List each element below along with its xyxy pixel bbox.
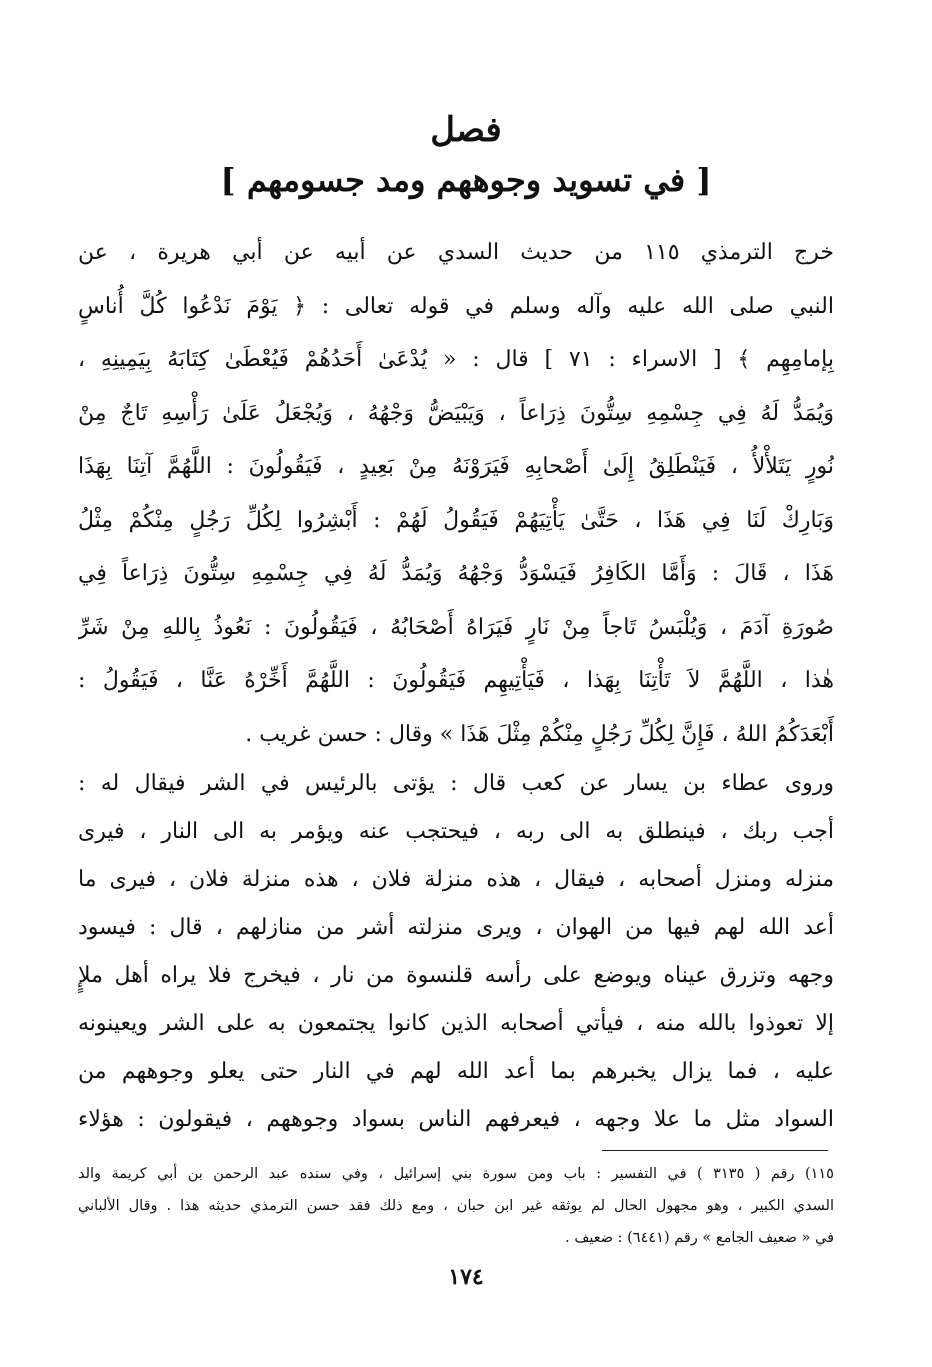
text-line: منزله ومنزل أصحابه ، فيقال ، هذه منزلة فلان ، هذه منزلة فلان ، فيرى ما xyxy=(78,867,834,892)
footnote-line: السدي الكبير ، وهو مجهول الحال لم يوثقه غير ابن حبان ، ومع ذلك فقد حسن الترمذي حديثه هذا . وقال الألباني xyxy=(78,1198,834,1214)
text-line: صُورَةِ آدَمَ ، وَيُلْبَسُ تَاجاً مِنْ نَارٍ فَيَرَاهُ أَصْحَابُهُ ، فَيَقُولُونَ : نَعُوذُ بِاللهِ مِنْ شَرِّ xyxy=(78,614,834,640)
footnote-divider xyxy=(602,1150,828,1151)
text-line: وَيُمَدُّ لَهُ فِي جِسْمِهِ سِتُّونَ ذِرَاعاً ، وَيَبْيَضُّ وَجْهُهُ ، وَيُجْعَلُ عَلَىٰ رَأْسِهِ تَاجٌ مِنْ xyxy=(78,400,834,426)
text-line: أَبْعَدَكُمُ اللهُ ، فَإِنَّ لِكُلِّ رَجُلٍ مِنْكُمْ مِثْلَ هَذَا » وقال : حسن غريب . xyxy=(245,721,834,747)
chapter-title: فصل xyxy=(430,110,502,150)
text-line: وروى عطاء بن يسار عن كعب قال : يؤتى بالرئيس في الشر فيقال له : xyxy=(78,771,834,796)
text-line: وَبَارِكْ لَنَا فِي هَذَا ، حَتَّىٰ يَأْتِيَهُمْ فَيَقُولُ لَهُمْ : أَبْشِرُوا لِكُلِّ رَجُلٍ مِنْكُمْ مِثْلُ xyxy=(78,507,834,533)
text-line: النبي صلى الله عليه وآله وسلم في قوله تعالى : ﴿ يَوْمَ نَدْعُوا كُلَّ أُناسٍ xyxy=(78,293,834,319)
text-line: عليه ، فما يزال يخبرهم بما أعد الله لهم في النار حتى يعلو وجوههم من xyxy=(78,1059,834,1084)
footnote xyxy=(78,1158,834,1254)
text-line: أعد الله لهم فيها من الهوان ، ويرى منزلته أشر من منازلهم ، قال : فيسود xyxy=(78,915,834,940)
text-line: هٰذا ، اللَّهُمَّ لاَ تَأْتِنَا بِهَذا ، فَيَأْتِيهِم فَيَقُولُونَ : اللَّهُمَّ أَخِّرْهُ عَنَّا ، فَيَقُولُ : xyxy=(78,668,834,693)
chapter-subtitle: [ في تسويد وجوههم ومد جسومهم ] xyxy=(220,161,712,199)
text-line: نُورٍ يَتَلأْلأُ ، فَيَنْطَلِقُ إِلَىٰ أَصْحابِهِ فَيَرَوْنَهُ مِنْ بَعِيدٍ ، فَيَقُولُونَ : اللَّهُمَّ آتِنَا بِهَذَا xyxy=(78,454,834,479)
text-line: بِإمامِهِم ﴾ [ الاسراء : ٧١ ] قال : « يُدْعَىٰ أَحَدُهُمْ فَيُعْطَىٰ كِتَابَهُ بِيَمِينِهِ ، xyxy=(78,347,834,372)
text-line: خرج الترمذي ١١٥ من حديث السدي عن أبيه عن أبي هريرة ، عن xyxy=(78,240,834,265)
text-line: وجهه وتزرق عيناه ويوضع على رأسه قلنسوة من نار ، فيخرج فلا يراه أهل ملإٍ xyxy=(78,963,834,988)
text-line: السواد مثل ما علا وجهه ، فيعرفهم الناس بسواد وجوههم ، فيقولون : هؤلاء xyxy=(78,1107,834,1132)
hadith-paragraph xyxy=(78,226,834,761)
narration-paragraph xyxy=(78,760,834,1144)
text-line: أجب ربك ، فينطلق به الى ربه ، فيحتجب عنه ويؤمر به الى النار ، فيرى xyxy=(78,819,834,844)
text-line: هَذَا ، قَالَ : وَأَمَّا الكَافِرُ فَيَسْوَدُّ وَجْهُهُ وَيُمَدُّ لَهُ فِي جِسْمِهِ سِتُّونَ ذِرَاعاً فِي xyxy=(78,561,834,586)
text-line: إلا تعوذوا بالله منه ، فيأتي أصحابه الذين كانوا يجتمعون به على الشر ويعينونه xyxy=(78,1011,834,1036)
footnote-line: ١١٥) رقم ( ٣١٣٥ ) في التفسير : باب ومن سورة بني إسرائيل ، وفي سنده عبد الرحمن بن أبي كريمة والد xyxy=(78,1166,834,1182)
page-number: ١٧٤ xyxy=(448,1264,484,1290)
footnote-line: في « ضعيف الجامع » رقم (٦٤٤١) : ضعيف . xyxy=(565,1230,834,1246)
